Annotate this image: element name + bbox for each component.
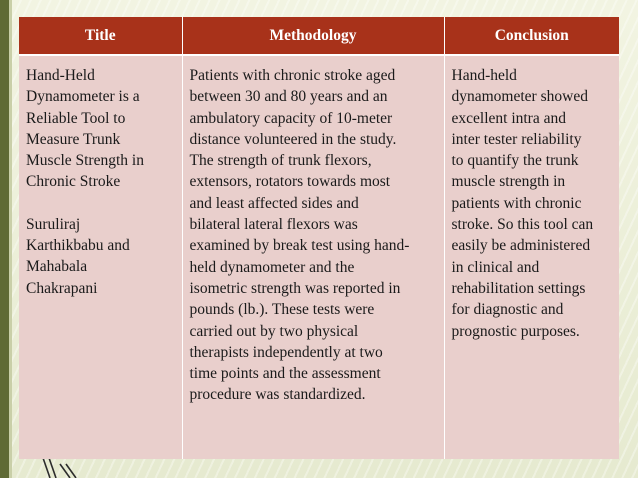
slide-left-accent-stripe — [9, 0, 12, 478]
methodology-line: ambulatory capacity of 10-meter — [189, 109, 393, 127]
paper-title-line: Chronic Stroke — [26, 173, 121, 191]
literature-summary-table — [19, 17, 619, 459]
title-author-spacer — [26, 193, 176, 214]
paper-title-line: Muscle Strength in — [26, 152, 144, 170]
author-line: Chakrapani — [26, 279, 98, 297]
methodology-line: extensors, rotators towards most — [189, 173, 391, 191]
conclusion-line: easily be administered — [451, 237, 591, 255]
slide-left-accent-bar — [0, 0, 9, 478]
methodology-line: distance volunteered in the study. — [189, 130, 397, 148]
header-conclusion: Conclusion — [444, 17, 619, 55]
cell-methodology — [182, 55, 444, 459]
methodology-line: therapists independently at two — [189, 343, 383, 361]
methodology-line: examined by break test using hand- — [189, 237, 410, 255]
conclusion-line: stroke. So this tool can — [451, 216, 594, 234]
conclusion-line: dynamometer showed — [451, 88, 588, 106]
methodology-line: isometric strength was reported in — [189, 279, 401, 297]
methodology-line: held dynamometer and the — [189, 258, 355, 276]
header-methodology: Methodology — [182, 17, 444, 55]
paper-title-line: Dynamometer is a — [26, 88, 140, 106]
conclusion-line: prognostic purposes. — [451, 322, 580, 340]
table-row — [19, 55, 619, 459]
conclusion-line: for diagnostic and — [451, 301, 564, 319]
methodology-line: procedure was standardized. — [189, 386, 366, 404]
conclusion-line: to quantify the trunk — [451, 152, 579, 170]
methodology-line: Patients with chronic stroke aged — [189, 67, 396, 84]
conclusion-line: Hand-held — [451, 67, 517, 84]
methodology-line: and least affected sides and — [189, 194, 359, 212]
conclusion-line: patients with chronic — [451, 194, 582, 212]
methodology-line: The strength of trunk flexors, — [189, 152, 372, 170]
conclusion-line: inter tester reliability — [451, 130, 582, 148]
cell-title — [19, 55, 182, 459]
conclusion-line: rehabilitation settings — [451, 279, 586, 297]
methodology-line: pounds (lb.). These tests were — [189, 301, 375, 319]
paper-title-line: Measure Trunk — [26, 130, 121, 148]
methodology-line: time points and the assessment — [189, 365, 381, 383]
author-line: Karthikbabu and — [26, 237, 130, 255]
conclusion-line: in clinical and — [451, 258, 540, 276]
conclusion-line: excellent intra and — [451, 109, 566, 127]
table-header-row — [19, 17, 619, 55]
header-title: Title — [19, 17, 182, 55]
author-line: Suruliraj — [26, 215, 81, 233]
cell-conclusion — [444, 55, 619, 459]
methodology-line: between 30 and 80 years and an — [189, 88, 388, 106]
paper-title-line: Hand-Held — [26, 67, 95, 84]
methodology-line: bilateral lateral flexors was — [189, 216, 358, 234]
methodology-line: carried out by two physical — [189, 322, 359, 340]
author-line: Mahabala — [26, 258, 88, 276]
paper-title-line: Reliable Tool to — [26, 109, 126, 127]
conclusion-line: muscle strength in — [451, 173, 566, 191]
